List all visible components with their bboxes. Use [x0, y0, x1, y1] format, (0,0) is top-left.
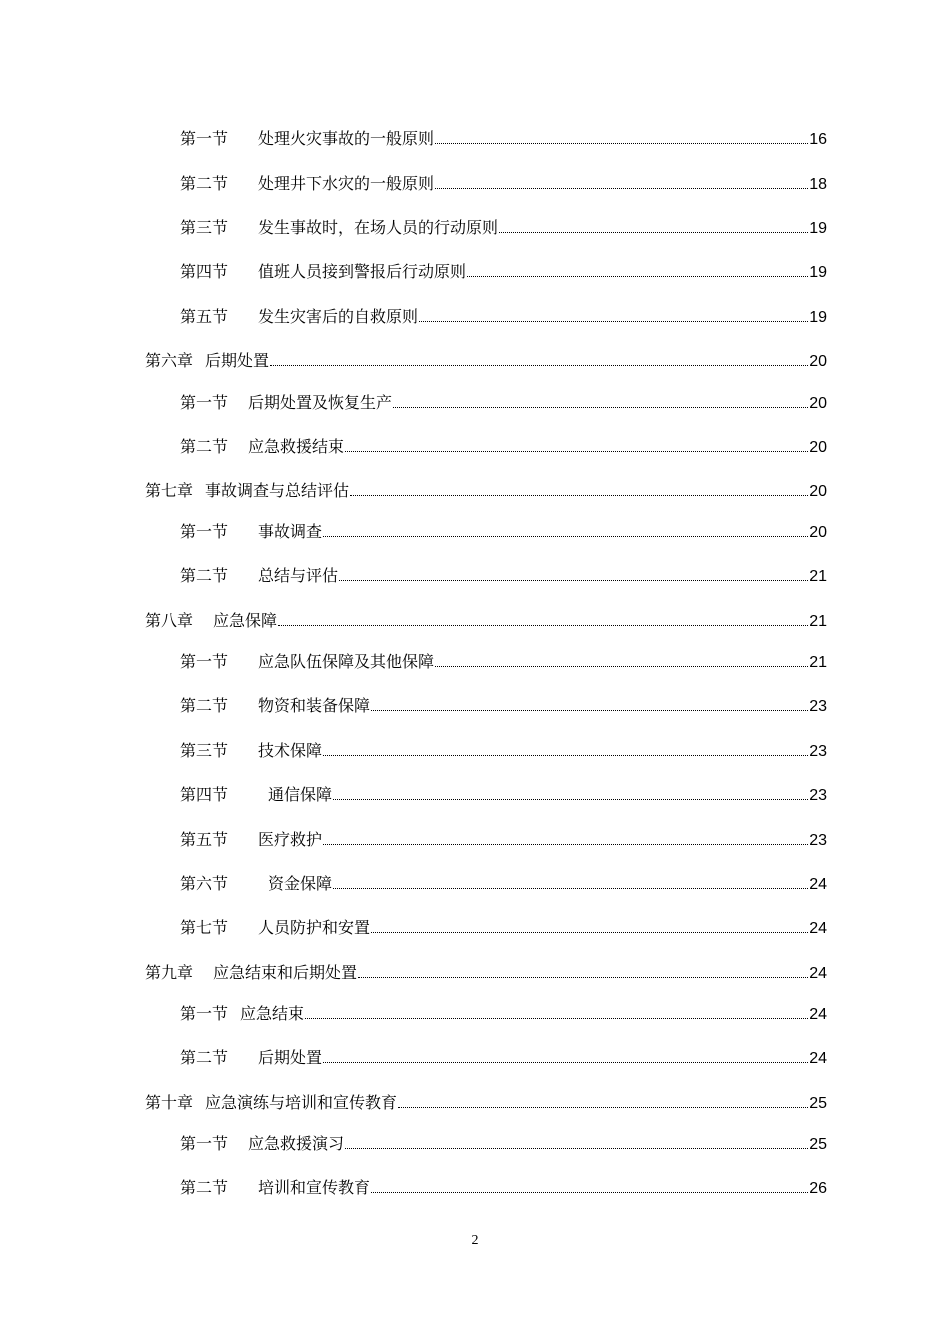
toc-chapter-entry[interactable] — [145, 611, 827, 632]
toc-entry-title: 物资和装备保障 — [258, 696, 371, 715]
toc-entry-label: 第六章 — [145, 351, 194, 370]
toc-entry-title: 应急救援演习 — [248, 1134, 345, 1153]
toc-chapter-entry[interactable] — [145, 481, 827, 502]
toc-dot-leader — [398, 1107, 808, 1108]
toc-entry-page-number: 24 — [809, 876, 827, 893]
toc-entry-title: 医疗救护 — [258, 830, 323, 849]
toc-entry-title: 后期处置 — [258, 1048, 323, 1067]
toc-section-entry[interactable] — [180, 307, 827, 328]
toc-dot-leader — [435, 188, 808, 189]
toc-entry-label: 第一节 — [180, 652, 229, 671]
toc-entry-label: 第一节 — [180, 1004, 229, 1023]
toc-section-entry[interactable] — [180, 918, 827, 939]
toc-entry-title: 事故调查与总结评估 — [205, 481, 350, 500]
toc-dot-leader — [333, 888, 808, 889]
toc-entry-label: 第二节 — [180, 437, 229, 456]
toc-entry-page-number: 24 — [809, 1006, 827, 1023]
toc-entry-page-number: 20 — [809, 439, 827, 456]
toc-entry-page-number: 20 — [809, 353, 827, 370]
toc-dot-leader — [358, 977, 808, 978]
toc-entry-page-number: 23 — [809, 832, 827, 849]
toc-entry-title: 应急演练与培训和宣传教育 — [205, 1093, 398, 1112]
toc-dot-leader — [339, 580, 808, 581]
toc-section-entry[interactable] — [180, 1178, 827, 1199]
toc-dot-leader — [371, 1192, 808, 1193]
toc-dot-leader — [323, 755, 808, 756]
toc-entry-title: 发生灾害后的自救原则 — [258, 307, 419, 326]
toc-entry-page-number: 18 — [809, 176, 827, 193]
toc-entry-title: 通信保障 — [268, 785, 333, 804]
toc-entry-title: 人员防护和安置 — [258, 918, 371, 937]
toc-entry-page-number: 25 — [809, 1136, 827, 1153]
toc-entry-title: 应急队伍保障及其他保障 — [258, 652, 435, 671]
toc-dot-leader — [305, 1018, 808, 1019]
toc-entry-page-number: 23 — [809, 743, 827, 760]
toc-section-entry[interactable] — [180, 129, 827, 150]
toc-entry-label: 第一节 — [180, 393, 229, 412]
toc-dot-leader — [350, 495, 808, 496]
toc-section-entry[interactable] — [180, 522, 827, 543]
toc-dot-leader — [371, 932, 808, 933]
toc-entry-page-number: 23 — [809, 698, 827, 715]
toc-entry-page-number: 20 — [809, 395, 827, 412]
toc-entry-label: 第一节 — [180, 129, 229, 148]
toc-entry-page-number: 21 — [809, 613, 827, 630]
toc-entry-title: 技术保障 — [258, 741, 323, 760]
toc-section-entry[interactable] — [180, 1004, 827, 1025]
toc-entry-title: 应急结束和后期处置 — [213, 963, 358, 982]
toc-section-entry[interactable] — [180, 1134, 827, 1155]
toc-dot-leader — [278, 625, 808, 626]
toc-entry-title: 应急救援结束 — [248, 437, 345, 456]
toc-entry-label: 第七节 — [180, 918, 229, 937]
toc-entry-label: 第八章 — [145, 611, 194, 630]
toc-entry-page-number: 19 — [809, 264, 827, 281]
toc-section-entry[interactable] — [180, 566, 827, 587]
toc-entry-page-number: 19 — [809, 309, 827, 326]
toc-entry-page-number: 21 — [809, 568, 827, 585]
toc-section-entry[interactable] — [180, 437, 827, 458]
toc-section-entry[interactable] — [180, 741, 827, 762]
toc-entry-page-number: 16 — [809, 131, 827, 148]
toc-entry-page-number: 23 — [809, 787, 827, 804]
toc-dot-leader — [419, 321, 808, 322]
toc-section-entry[interactable] — [180, 874, 827, 895]
toc-section-entry[interactable] — [180, 652, 827, 673]
toc-dot-leader — [345, 1148, 808, 1149]
toc-entry-page-number: 20 — [809, 483, 827, 500]
toc-entry-label: 第二节 — [180, 174, 229, 193]
toc-entry-title: 处理火灾事故的一般原则 — [258, 129, 435, 148]
toc-entry-page-number: 21 — [809, 654, 827, 671]
toc-dot-leader — [323, 536, 808, 537]
toc-dot-leader — [345, 451, 808, 452]
toc-entry-page-number: 24 — [809, 965, 827, 982]
toc-section-entry[interactable] — [180, 393, 827, 414]
toc-section-entry[interactable] — [180, 785, 827, 806]
toc-entry-page-number: 20 — [809, 524, 827, 541]
toc-entry-label: 第七章 — [145, 481, 194, 500]
toc-entry-page-number: 19 — [809, 220, 827, 237]
toc-entry-title: 资金保障 — [268, 874, 333, 893]
toc-entry-title: 总结与评估 — [258, 566, 339, 585]
toc-entry-title: 应急保障 — [213, 611, 278, 630]
toc-entry-label: 第五节 — [180, 307, 229, 326]
toc-dot-leader — [467, 276, 808, 277]
toc-entry-label: 第三节 — [180, 741, 229, 760]
toc-dot-leader — [323, 844, 808, 845]
toc-dot-leader — [393, 407, 808, 408]
toc-dot-leader — [333, 799, 808, 800]
toc-entry-page-number: 26 — [809, 1180, 827, 1197]
toc-entry-page-number: 25 — [809, 1095, 827, 1112]
toc-chapter-entry[interactable] — [145, 351, 827, 372]
toc-entry-page-number: 24 — [809, 1050, 827, 1067]
toc-entry-label: 第二节 — [180, 696, 229, 715]
toc-dot-leader — [270, 365, 808, 366]
toc-section-entry[interactable] — [180, 262, 827, 283]
toc-entry-label: 第四节 — [180, 785, 229, 804]
toc-chapter-entry[interactable] — [145, 963, 827, 984]
toc-entry-label: 第五节 — [180, 830, 229, 849]
toc-dot-leader — [435, 143, 808, 144]
toc-entry-label: 第四节 — [180, 262, 229, 281]
toc-entry-label: 第十章 — [145, 1093, 194, 1112]
toc-dot-leader — [323, 1062, 808, 1063]
toc-section-entry[interactable] — [180, 696, 827, 717]
toc-entry-title: 事故调查 — [258, 522, 323, 541]
toc-entry-label: 第一节 — [180, 522, 229, 541]
toc-entry-title: 后期处置及恢复生产 — [248, 393, 393, 412]
toc-chapter-entry[interactable] — [145, 1093, 827, 1114]
toc-entry-title: 值班人员接到警报后行动原则 — [258, 262, 467, 281]
toc-entry-label: 第三节 — [180, 218, 229, 237]
page-number: 2 — [471, 1233, 479, 1248]
toc-section-entry[interactable] — [180, 830, 827, 851]
toc-section-entry[interactable] — [180, 174, 827, 195]
toc-entry-title: 培训和宣传教育 — [258, 1178, 371, 1197]
toc-entry-title: 发生事故时，在场人员的行动原则 — [258, 218, 499, 237]
toc-dot-leader — [371, 710, 808, 711]
toc-entry-label: 第二节 — [180, 566, 229, 585]
toc-section-entry[interactable] — [180, 1048, 827, 1069]
toc-entry-title: 处理井下水灾的一般原则 — [258, 174, 435, 193]
toc-entry-label: 第九章 — [145, 963, 194, 982]
toc-entry-label: 第一节 — [180, 1134, 229, 1153]
toc-entry-label: 第二节 — [180, 1178, 229, 1197]
toc-entry-title: 后期处置 — [205, 351, 270, 370]
toc-entry-title: 应急结束 — [240, 1004, 305, 1023]
toc-dot-leader — [499, 232, 808, 233]
toc-entry-page-number: 24 — [809, 920, 827, 937]
toc-section-entry[interactable] — [180, 218, 827, 239]
toc-entry-label: 第二节 — [180, 1048, 229, 1067]
toc-entry-label: 第六节 — [180, 874, 229, 893]
toc-dot-leader — [435, 666, 808, 667]
